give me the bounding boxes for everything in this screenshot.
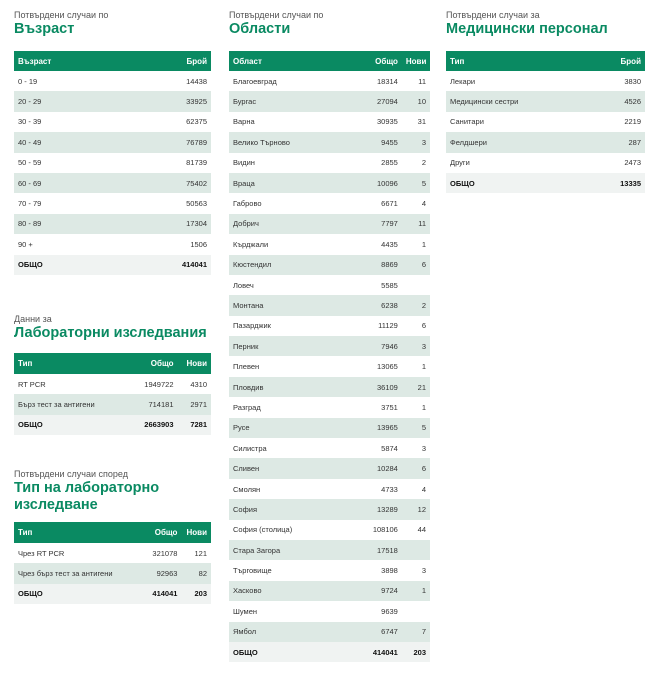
total-value: 414041	[138, 584, 181, 604]
row-value: 7	[402, 622, 430, 642]
table-row	[229, 336, 430, 356]
table-row	[14, 214, 211, 234]
lab-table-header	[14, 353, 211, 374]
row-value: 13965	[366, 418, 402, 438]
row-value: 13289	[366, 499, 402, 519]
row-label: 70 - 79	[18, 199, 42, 209]
row-label: Видин	[233, 158, 255, 168]
row-value: 17518	[366, 540, 402, 560]
row-value: 4526	[575, 91, 645, 111]
age-pretitle: Потвърдени случаи по	[14, 10, 109, 20]
row-value: 36109	[366, 377, 402, 397]
column-header[interactable]: Нови	[178, 353, 212, 374]
row-label: Стара Загора	[229, 540, 366, 560]
row-value: 3	[402, 132, 430, 152]
regions-pretitle: Потвърдени случаи по	[229, 10, 324, 20]
row-value	[402, 540, 430, 560]
row-label: Фелдшери	[446, 132, 575, 152]
row-value: 108106	[372, 525, 398, 535]
total-label: ОБЩО	[229, 642, 366, 662]
row-label: Медицински сестри	[446, 91, 575, 111]
row-label: Плевен	[233, 362, 260, 372]
total-row	[14, 584, 211, 604]
row-value: 121	[194, 548, 207, 558]
row-label: 60 - 69	[14, 173, 136, 193]
row-value: 6238	[366, 295, 402, 315]
row-value: 2473	[624, 158, 641, 168]
row-value: 5585	[381, 280, 398, 290]
test-type-table	[14, 522, 211, 604]
lab-pretitle: Данни за	[14, 314, 52, 324]
table-row	[229, 479, 430, 499]
row-value: 44	[417, 525, 426, 535]
table-row	[446, 71, 645, 91]
row-label: Габрово	[233, 199, 262, 209]
total-value: 13335	[575, 173, 645, 193]
row-value: 5874	[381, 443, 398, 453]
row-value: 33925	[136, 91, 211, 111]
row-label: 40 - 49	[14, 132, 136, 152]
row-value: 10096	[366, 173, 402, 193]
row-label: София (столица)	[233, 525, 293, 535]
row-value: 321078	[152, 548, 178, 558]
row-value: 287	[575, 132, 645, 152]
row-value: 9639	[381, 606, 398, 616]
row-value: 5	[402, 173, 430, 193]
row-value: 27094	[366, 91, 402, 111]
table-row	[14, 543, 211, 563]
medical-table-header	[446, 51, 645, 71]
table-row	[229, 458, 430, 478]
regions-title: Области	[229, 21, 291, 37]
row-label: Ямбол	[229, 622, 366, 642]
row-label: 90 +	[18, 239, 33, 249]
row-value: 62375	[186, 117, 207, 127]
total-row	[446, 173, 645, 193]
age-section	[14, 10, 211, 275]
row-value: 12	[402, 499, 430, 519]
table-row	[446, 112, 645, 132]
total-row	[229, 642, 430, 662]
age-title: Възраст	[14, 21, 75, 37]
row-value: 7946	[366, 336, 402, 356]
table-row	[229, 173, 430, 193]
lab-title: Лабораторни изследвания	[14, 325, 207, 341]
lab-tests-table	[14, 353, 211, 435]
table-row	[14, 173, 211, 193]
row-label: Кърджали	[233, 239, 269, 249]
row-value: 10284	[366, 458, 402, 478]
row-value: 81739	[186, 158, 207, 168]
row-label: 30 - 39	[18, 117, 42, 127]
row-value: 3	[421, 443, 426, 453]
row-value: 18314	[377, 76, 398, 86]
row-label: 80 - 89	[14, 214, 136, 234]
column-header[interactable]: Възраст	[14, 51, 136, 71]
row-label: Перник	[229, 336, 366, 356]
row-value: 17304	[136, 214, 211, 234]
row-value: 3751	[381, 402, 398, 412]
row-label: Добрич	[229, 214, 366, 234]
table-row	[14, 71, 211, 91]
row-value: 50563	[186, 199, 207, 209]
table-row	[229, 214, 430, 234]
row-value: 76789	[136, 132, 211, 152]
row-value: 4310	[190, 379, 207, 389]
row-label: Благоевград	[233, 76, 277, 86]
row-value: 14438	[186, 76, 207, 86]
row-label: Чрез бърз тест за антигени	[14, 563, 138, 583]
table-row	[229, 622, 430, 642]
row-label: Русе	[229, 418, 366, 438]
row-label: Варна	[233, 117, 255, 127]
row-value: 1	[421, 239, 426, 249]
row-label: 0 - 19	[18, 76, 38, 86]
table-row	[229, 418, 430, 438]
table-row	[229, 581, 430, 601]
lab-tests-section	[14, 314, 211, 435]
table-row	[14, 132, 211, 152]
row-value: 1	[421, 362, 426, 372]
table-row	[14, 394, 211, 414]
row-value: 3	[421, 566, 426, 576]
total-value: 414041	[366, 642, 402, 662]
row-label: Търговище	[233, 566, 272, 576]
regions-table-header	[229, 51, 430, 71]
row-label: 50 - 59	[18, 158, 42, 168]
row-label: Смолян	[233, 484, 261, 494]
row-label: RT PCR	[18, 379, 46, 389]
table-row	[446, 132, 645, 152]
total-value: 414041	[136, 255, 211, 275]
column-header[interactable]: Нови	[402, 51, 430, 71]
total-value: 7281	[178, 415, 212, 435]
table-row	[229, 397, 430, 417]
row-value: 6	[421, 321, 426, 331]
row-value: 11	[402, 214, 430, 234]
row-value: 11	[418, 76, 426, 86]
row-value: 2855	[381, 158, 398, 168]
type-table-header	[14, 522, 211, 543]
row-value: 75402	[136, 173, 211, 193]
regions-section	[229, 10, 430, 662]
table-row	[229, 193, 430, 213]
row-label: Пазарджик	[233, 321, 271, 331]
row-value: 9455	[366, 132, 402, 152]
row-label: Бърз тест за антигени	[14, 394, 130, 414]
table-row	[14, 91, 211, 111]
table-row	[446, 153, 645, 173]
row-value: 4	[421, 484, 426, 494]
row-label: Разград	[233, 402, 261, 412]
row-value: 1	[402, 581, 430, 601]
column-header[interactable]: Общо	[130, 353, 177, 374]
medical-pretitle: Потвърдени случаи за	[446, 10, 540, 20]
medical-title: Медицински персонал	[446, 21, 608, 37]
row-label: Бургас	[229, 91, 366, 111]
total-row	[14, 255, 211, 275]
row-value: 30935	[377, 117, 398, 127]
age-table-header	[14, 51, 211, 71]
row-value: 6	[402, 255, 430, 275]
table-row	[229, 438, 430, 458]
row-value	[402, 275, 430, 295]
table-row	[14, 374, 211, 394]
total-value: 203	[402, 642, 430, 662]
row-label: Ловеч	[233, 280, 254, 290]
row-value: 6671	[381, 199, 398, 209]
table-row	[229, 112, 430, 132]
age-table	[14, 51, 211, 275]
row-value: 2971	[178, 394, 212, 414]
column-header[interactable]: Общо	[366, 51, 402, 71]
total-label: ОБЩО	[14, 415, 130, 435]
row-label: Чрез RT PCR	[18, 548, 65, 558]
row-value: 1949722	[144, 379, 174, 389]
row-value	[402, 601, 430, 621]
row-value: 2	[402, 295, 430, 315]
row-value: 6747	[366, 622, 402, 642]
table-row	[229, 356, 430, 376]
row-label: Други	[450, 158, 470, 168]
row-value: 13065	[377, 362, 398, 372]
column-header[interactable]: Тип	[446, 51, 575, 71]
row-label: Шумен	[233, 606, 258, 616]
row-value: 2	[421, 158, 426, 168]
row-value: 82	[181, 563, 211, 583]
table-row	[14, 193, 211, 213]
row-label: Сливен	[229, 458, 366, 478]
row-value: 2219	[624, 117, 641, 127]
table-row	[229, 377, 430, 397]
table-row	[229, 295, 430, 315]
row-value: 4733	[381, 484, 398, 494]
row-label: Пловдив	[229, 377, 366, 397]
column-header[interactable]: Брой	[136, 51, 211, 71]
row-value: 9724	[366, 581, 402, 601]
table-row	[229, 560, 430, 580]
table-row	[229, 255, 430, 275]
row-label: Монтана	[229, 295, 366, 315]
table-row	[229, 520, 430, 540]
medical-staff-table	[446, 51, 645, 193]
table-row	[229, 153, 430, 173]
column-header[interactable]: Тип	[14, 353, 130, 374]
row-value: 31	[417, 117, 426, 127]
row-value: 1	[421, 402, 426, 412]
table-row	[229, 132, 430, 152]
table-row	[229, 275, 430, 295]
row-value: 3	[402, 336, 430, 356]
row-value: 4435	[381, 239, 398, 249]
type-title-line1: Тип на лабораторно	[14, 480, 160, 496]
row-label: Велико Търново	[229, 132, 366, 152]
regions-table	[229, 51, 430, 662]
table-row	[14, 112, 211, 132]
row-label: 20 - 29	[14, 91, 136, 111]
table-row	[229, 234, 430, 254]
type-title-line2: изследване	[14, 497, 98, 513]
row-value: 8869	[366, 255, 402, 275]
table-row	[229, 91, 430, 111]
test-type-section	[14, 469, 211, 604]
row-value: 3830	[624, 76, 641, 86]
row-value: 10	[402, 91, 430, 111]
row-value: 3898	[381, 566, 398, 576]
table-row	[229, 499, 430, 519]
row-label: Санитари	[450, 117, 484, 127]
row-value: 714181	[130, 394, 177, 414]
row-label: Лекари	[450, 76, 476, 86]
total-row	[14, 415, 211, 435]
column-header[interactable]: Област	[229, 51, 366, 71]
row-label: Кюстендил	[229, 255, 366, 275]
table-row	[229, 601, 430, 621]
row-value: 7797	[366, 214, 402, 234]
table-row	[229, 540, 430, 560]
total-label: ОБЩО	[14, 584, 138, 604]
type-pretitle: Потвърдени случаи според	[14, 469, 128, 479]
total-value: 2663903	[130, 415, 177, 435]
table-row	[446, 91, 645, 111]
table-row	[229, 316, 430, 336]
row-value: 11129	[378, 321, 398, 331]
row-value: 21	[402, 377, 430, 397]
column-header[interactable]: Брой	[575, 51, 645, 71]
row-value: 1506	[190, 239, 207, 249]
row-label: Враца	[229, 173, 366, 193]
column-header[interactable]: Нови	[181, 522, 211, 543]
total-label: ОБЩО	[14, 255, 136, 275]
table-row	[14, 153, 211, 173]
row-label: Силистра	[233, 443, 267, 453]
medical-staff-section	[446, 10, 645, 193]
row-value: 4	[421, 199, 426, 209]
column-header[interactable]: Общо	[138, 522, 181, 543]
row-label: Хасково	[229, 581, 366, 601]
table-row	[229, 71, 430, 91]
table-row	[14, 563, 211, 583]
column-header[interactable]: Тип	[14, 522, 138, 543]
total-value: 203	[181, 584, 211, 604]
row-value: 5	[402, 418, 430, 438]
total-label: ОБЩО	[446, 173, 575, 193]
row-value: 92963	[138, 563, 181, 583]
row-value: 6	[402, 458, 430, 478]
table-row	[14, 234, 211, 254]
row-label: София	[229, 499, 366, 519]
